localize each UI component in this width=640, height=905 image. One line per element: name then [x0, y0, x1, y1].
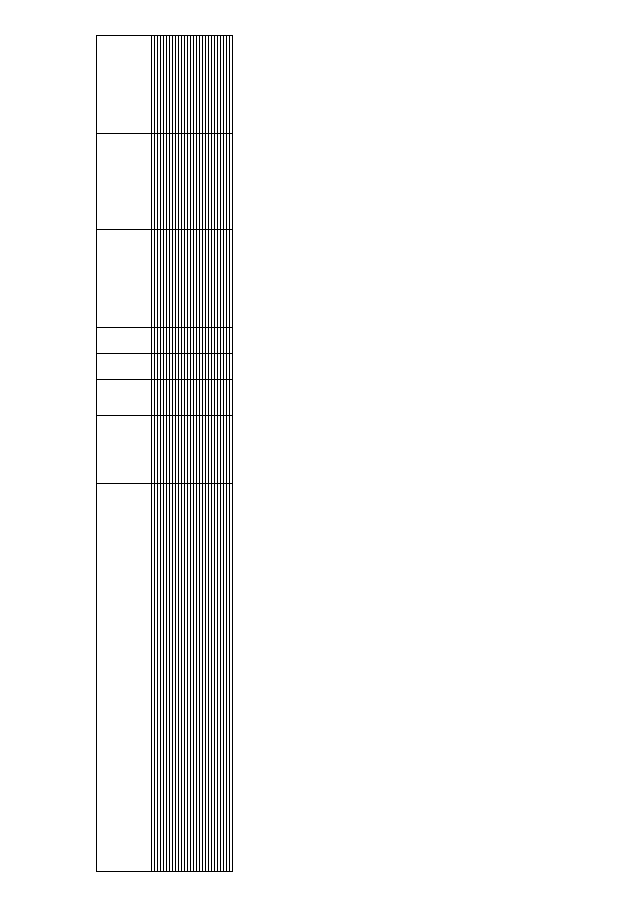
table-header-row [97, 36, 152, 872]
cell-sum-2015 [230, 230, 233, 328]
header-sum-2015 [97, 230, 152, 328]
budget-table [96, 35, 233, 872]
cell-pr [230, 328, 233, 354]
table-row [230, 36, 233, 872]
header-sum-2017 [97, 36, 152, 134]
header-pr [97, 328, 152, 354]
header-sum-2016 [97, 134, 152, 230]
cell-sum-2017 [230, 36, 233, 134]
cell-rz [230, 354, 233, 380]
cell-name [230, 484, 233, 872]
header-csr [97, 416, 152, 484]
table-body [152, 36, 233, 872]
header-vr [97, 380, 152, 416]
cell-vr [230, 380, 233, 416]
cell-csr [230, 416, 233, 484]
header-name [97, 484, 152, 872]
header-rz [97, 354, 152, 380]
cell-sum-2016 [230, 134, 233, 230]
budget-table-container [96, 36, 576, 872]
